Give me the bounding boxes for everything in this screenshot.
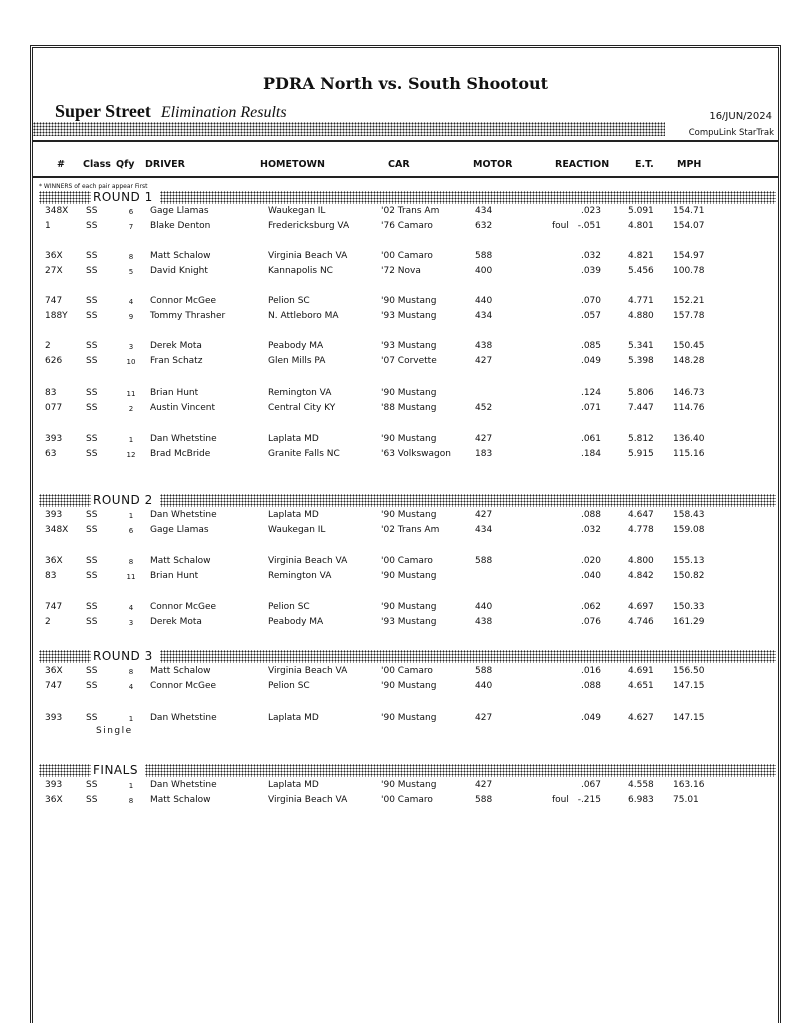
entry-class: SS	[86, 206, 98, 216]
entry-reaction: .076	[580, 617, 601, 627]
entry-class: SS	[86, 341, 98, 351]
entry-mph: 115.16	[673, 449, 705, 459]
entry-qualifier: 9	[128, 313, 134, 321]
entry-reaction: .071	[580, 403, 601, 413]
entry-number: 27X	[45, 266, 63, 276]
col-class: Class	[83, 159, 111, 170]
result-row	[33, 356, 778, 371]
entry-reaction: .023	[580, 206, 601, 216]
entry-motor: 440	[475, 602, 493, 612]
dotted-rule	[39, 650, 91, 663]
result-row	[33, 206, 778, 221]
event-title: PDRA North vs. South Shootout	[262, 74, 549, 93]
entry-et: 4.800	[628, 556, 654, 566]
result-row	[33, 666, 778, 681]
result-row	[33, 617, 778, 632]
entry-car: '00 Camaro	[381, 556, 433, 566]
entry-hometown: Granite Falls NC	[268, 449, 340, 459]
entry-reaction: .057	[580, 311, 601, 321]
entry-number: 36X	[45, 795, 63, 805]
entry-et: 4.746	[628, 617, 654, 627]
entry-mph: 150.82	[673, 571, 705, 581]
entry-qualifier: 1	[128, 715, 134, 723]
entry-number: 747	[45, 296, 63, 306]
dotted-rule	[160, 191, 776, 204]
entry-driver: Brian Hunt	[150, 388, 199, 398]
entry-number: 188Y	[45, 311, 68, 321]
entry-driver: Tommy Thrasher	[150, 311, 226, 321]
entry-reaction: .061	[580, 434, 601, 444]
entry-reaction: -.051	[577, 221, 601, 231]
entry-driver: Fran Schatz	[150, 356, 203, 366]
entry-mph: 114.76	[673, 403, 705, 413]
entry-motor: 427	[475, 434, 493, 444]
entry-motor: 434	[475, 206, 493, 216]
entry-reaction: .070	[580, 296, 601, 306]
entry-hometown: Laplata MD	[268, 713, 319, 723]
entry-class: SS	[86, 556, 98, 566]
entry-motor: 452	[475, 403, 493, 413]
entry-motor: 434	[475, 311, 493, 321]
entry-et: 4.842	[628, 571, 654, 581]
entry-class: SS	[86, 221, 98, 231]
entry-mph: 148.28	[673, 356, 705, 366]
entry-mph: 158.43	[673, 510, 705, 520]
entry-driver: Dan Whetstine	[150, 510, 217, 520]
class-heading	[55, 101, 287, 122]
entry-reaction: .040	[580, 571, 601, 581]
entry-driver: Brad McBride	[150, 449, 211, 459]
entry-driver: Dan Whetstine	[150, 780, 217, 790]
entry-class: SS	[86, 795, 98, 805]
entry-driver: Blake Denton	[150, 221, 211, 231]
entry-number: 393	[45, 713, 63, 723]
entry-qualifier: 12	[126, 451, 136, 459]
entry-driver: Brian Hunt	[150, 571, 199, 581]
entry-qualifier: 10	[126, 358, 136, 366]
entry-motor: 183	[475, 449, 493, 459]
entry-number: 393	[45, 510, 63, 520]
entry-car: '88 Mustang	[381, 403, 437, 413]
entry-et: 5.398	[628, 356, 654, 366]
entry-mph: 147.15	[673, 713, 705, 723]
entry-number: 83	[45, 388, 57, 398]
entry-mph: 163.16	[673, 780, 705, 790]
entry-driver: David Knight	[150, 266, 208, 276]
entry-qualifier: 8	[128, 253, 134, 261]
entry-mph: 157.78	[673, 311, 705, 321]
entry-qualifier: 7	[128, 223, 134, 231]
entry-mph: 154.07	[673, 221, 705, 231]
entry-class: SS	[86, 296, 98, 306]
entry-motor: 588	[475, 666, 493, 676]
entry-class: SS	[86, 251, 98, 261]
entry-qualifier: 8	[128, 668, 134, 676]
entry-foul: foul	[552, 795, 569, 805]
entry-hometown: Central City KY	[268, 403, 336, 413]
entry-mph: 146.73	[673, 388, 705, 398]
header-divider-bottom	[33, 176, 778, 178]
entry-et: 5.812	[628, 434, 654, 444]
entry-car: '90 Mustang	[381, 434, 437, 444]
entry-qualifier: 1	[128, 436, 134, 444]
entry-reaction: .049	[580, 713, 601, 723]
result-row	[33, 510, 778, 525]
entry-qualifier: 6	[128, 208, 134, 216]
entry-hometown: Virginia Beach VA	[268, 666, 348, 676]
entry-et: 5.091	[628, 206, 654, 216]
entry-car: '90 Mustang	[381, 388, 437, 398]
round-label: ROUND 3	[93, 649, 156, 663]
entry-car: '93 Mustang	[381, 311, 437, 321]
entry-mph: 152.21	[673, 296, 705, 306]
entry-car: '76 Camaro	[381, 221, 433, 231]
entry-et: 4.771	[628, 296, 654, 306]
entry-reaction: .124	[580, 388, 601, 398]
entry-number: 393	[45, 780, 63, 790]
entry-hometown: Waukegan IL	[268, 206, 326, 216]
entry-car: '90 Mustang	[381, 602, 437, 612]
result-row	[33, 713, 778, 728]
entry-mph: 154.71	[673, 206, 705, 216]
entry-number: 83	[45, 571, 57, 581]
result-row	[33, 266, 778, 281]
entry-mph: 156.50	[673, 666, 705, 676]
entry-qualifier: 4	[128, 683, 134, 691]
entry-et: 5.806	[628, 388, 654, 398]
entry-number: 1	[45, 221, 51, 231]
entry-driver: Dan Whetstine	[150, 713, 217, 723]
result-row	[33, 571, 778, 586]
entry-hometown: Virginia Beach VA	[268, 556, 348, 566]
single-run-label: Single	[96, 726, 133, 736]
result-row	[33, 296, 778, 311]
dotted-rule	[160, 494, 776, 507]
result-row	[33, 388, 778, 403]
round-header	[33, 191, 778, 204]
entry-et: 4.778	[628, 525, 654, 535]
entry-number: 747	[45, 602, 63, 612]
dotted-rule	[39, 764, 91, 777]
entry-driver: Matt Schalow	[150, 251, 211, 261]
entry-et: 4.880	[628, 311, 654, 321]
col-motor: MOTOR	[473, 159, 513, 170]
entry-hometown: Remington VA	[268, 388, 332, 398]
entry-hometown: Peabody MA	[268, 617, 324, 627]
class-name: Super Street	[55, 101, 151, 121]
entry-qualifier: 4	[128, 604, 134, 612]
entry-mph: 75.01	[673, 795, 699, 805]
entry-hometown: Glen Mills PA	[268, 356, 326, 366]
entry-reaction: .184	[580, 449, 601, 459]
entry-hometown: Pelion SC	[268, 296, 310, 306]
entry-car: '00 Camaro	[381, 795, 433, 805]
entry-foul: foul	[552, 221, 569, 231]
entry-et: 4.697	[628, 602, 654, 612]
entry-motor: 427	[475, 780, 493, 790]
entry-motor: 632	[475, 221, 493, 231]
entry-car: '02 Trans Am	[381, 206, 440, 216]
entry-et: 5.341	[628, 341, 654, 351]
entry-motor: 427	[475, 510, 493, 520]
entry-driver: Gage Llamas	[150, 525, 209, 535]
dotted-rule	[145, 764, 776, 777]
entry-mph: 147.15	[673, 681, 705, 691]
col-driver: DRIVER	[145, 159, 185, 170]
entry-car: '93 Mustang	[381, 341, 437, 351]
entry-hometown: Kannapolis NC	[268, 266, 333, 276]
entry-motor: 434	[475, 525, 493, 535]
dotted-rule	[33, 122, 665, 136]
entry-hometown: Peabody MA	[268, 341, 324, 351]
entry-driver: Connor McGee	[150, 602, 217, 612]
result-row	[33, 251, 778, 266]
dotted-rule	[39, 191, 91, 204]
winners-note: * WINNERS of each pair appear First	[39, 183, 148, 190]
entry-hometown: Virginia Beach VA	[268, 251, 348, 261]
entry-et: 4.691	[628, 666, 654, 676]
entry-reaction: .049	[580, 356, 601, 366]
entry-car: '63 Volkswagon	[381, 449, 451, 459]
entry-hometown: Fredericksburg VA	[268, 221, 350, 231]
entry-et: 4.801	[628, 221, 654, 231]
entry-motor: 588	[475, 795, 493, 805]
entry-et: 5.915	[628, 449, 654, 459]
entry-motor: 440	[475, 296, 493, 306]
entry-reaction: .062	[580, 602, 601, 612]
entry-mph: 159.08	[673, 525, 705, 535]
result-row	[33, 311, 778, 326]
entry-class: SS	[86, 713, 98, 723]
entry-motor: 588	[475, 251, 493, 261]
entry-hometown: Pelion SC	[268, 681, 310, 691]
col-num: #	[57, 159, 65, 170]
entry-number: 63	[45, 449, 57, 459]
result-row	[33, 449, 778, 464]
entry-et: 4.647	[628, 510, 654, 520]
entry-reaction: .020	[580, 556, 601, 566]
entry-motor: 438	[475, 617, 493, 627]
entry-qualifier: 11	[126, 573, 136, 581]
entry-reaction: -.215	[577, 795, 601, 805]
entry-et: 4.821	[628, 251, 654, 261]
entry-car: '90 Mustang	[381, 510, 437, 520]
entry-mph: 100.78	[673, 266, 705, 276]
entry-hometown: Pelion SC	[268, 602, 310, 612]
entry-class: SS	[86, 434, 98, 444]
entry-et: 4.627	[628, 713, 654, 723]
entry-qualifier: 5	[128, 268, 134, 276]
entry-class: SS	[86, 681, 98, 691]
entry-number: 36X	[45, 556, 63, 566]
entry-number: 36X	[45, 666, 63, 676]
entry-et: 4.651	[628, 681, 654, 691]
round-header	[33, 764, 778, 777]
entry-class: SS	[86, 356, 98, 366]
col-car: CAR	[388, 159, 410, 170]
entry-driver: Austin Vincent	[150, 403, 216, 413]
entry-car: '90 Mustang	[381, 681, 437, 691]
entry-car: '90 Mustang	[381, 296, 437, 306]
round-label: ROUND 2	[93, 493, 156, 507]
entry-qualifier: 4	[128, 298, 134, 306]
entry-class: SS	[86, 617, 98, 627]
report-date: 16/JUN/2024	[709, 111, 772, 122]
result-row	[33, 780, 778, 795]
entry-qualifier: 8	[128, 558, 134, 566]
entry-driver: Connor McGee	[150, 296, 217, 306]
dotted-rule	[160, 650, 776, 663]
entry-reaction: .088	[580, 681, 601, 691]
entry-reaction: .032	[580, 251, 601, 261]
col-et: E.T.	[635, 159, 654, 170]
entry-class: SS	[86, 449, 98, 459]
entry-et: 6.983	[628, 795, 654, 805]
entry-class: SS	[86, 780, 98, 790]
result-row	[33, 434, 778, 449]
entry-motor: 427	[475, 356, 493, 366]
dotted-rule	[39, 494, 91, 507]
entry-hometown: Laplata MD	[268, 434, 319, 444]
entry-number: 077	[45, 403, 63, 413]
entry-class: SS	[86, 388, 98, 398]
entry-qualifier: 1	[128, 782, 134, 790]
entry-qualifier: 3	[128, 619, 134, 627]
entry-qualifier: 8	[128, 797, 134, 805]
entry-driver: Dan Whetstine	[150, 434, 217, 444]
entry-driver: Matt Schalow	[150, 556, 211, 566]
col-hometown: HOMETOWN	[260, 159, 325, 170]
result-row	[33, 795, 778, 810]
result-row	[33, 556, 778, 571]
entry-mph: 150.45	[673, 341, 705, 351]
entry-class: SS	[86, 266, 98, 276]
entry-driver: Matt Schalow	[150, 795, 211, 805]
entry-class: SS	[86, 510, 98, 520]
entry-driver: Derek Mota	[150, 341, 202, 351]
entry-mph: 150.33	[673, 602, 705, 612]
entry-reaction: .039	[580, 266, 601, 276]
entry-car: '90 Mustang	[381, 780, 437, 790]
header-divider-top	[33, 140, 778, 142]
entry-mph: 155.13	[673, 556, 705, 566]
entry-car: '00 Camaro	[381, 666, 433, 676]
entry-class: SS	[86, 403, 98, 413]
result-row	[33, 221, 778, 236]
entry-driver: Derek Mota	[150, 617, 202, 627]
entry-car: '02 Trans Am	[381, 525, 440, 535]
entry-mph: 136.40	[673, 434, 705, 444]
result-row	[33, 525, 778, 540]
entry-number: 393	[45, 434, 63, 444]
entry-reaction: .067	[580, 780, 601, 790]
col-qfy: Qfy	[116, 159, 135, 170]
brand-label: CompuLink StarTrak	[688, 128, 774, 138]
entry-number: 348X	[45, 525, 69, 535]
entry-car: '00 Camaro	[381, 251, 433, 261]
col-mph: MPH	[677, 159, 702, 170]
entry-driver: Connor McGee	[150, 681, 217, 691]
entry-motor: 588	[475, 556, 493, 566]
result-row	[33, 681, 778, 696]
round-label: FINALS	[93, 763, 141, 777]
entry-reaction: .088	[580, 510, 601, 520]
entry-car: '90 Mustang	[381, 713, 437, 723]
entry-hometown: Remington VA	[268, 571, 332, 581]
entry-et: 5.456	[628, 266, 654, 276]
entry-motor: 400	[475, 266, 493, 276]
entry-number: 747	[45, 681, 63, 691]
results-sheet	[30, 45, 781, 1023]
entry-class: SS	[86, 525, 98, 535]
entry-car: '90 Mustang	[381, 571, 437, 581]
round-header	[33, 494, 778, 507]
entry-class: SS	[86, 571, 98, 581]
result-row	[33, 341, 778, 356]
entry-mph: 154.97	[673, 251, 705, 261]
entry-number: 36X	[45, 251, 63, 261]
entry-reaction: .016	[580, 666, 601, 676]
entry-et: 4.558	[628, 780, 654, 790]
entry-hometown: N. Attleboro MA	[268, 311, 339, 321]
entry-class: SS	[86, 666, 98, 676]
entry-hometown: Waukegan IL	[268, 525, 326, 535]
col-reaction: REACTION	[555, 159, 610, 170]
entry-hometown: Laplata MD	[268, 510, 319, 520]
entry-reaction: .085	[580, 341, 601, 351]
entry-qualifier: 11	[126, 390, 136, 398]
entry-car: '07 Corvette	[381, 356, 437, 366]
entry-class: SS	[86, 602, 98, 612]
entry-qualifier: 1	[128, 512, 134, 520]
entry-number: 2	[45, 341, 51, 351]
entry-driver: Matt Schalow	[150, 666, 211, 676]
entry-motor: 427	[475, 713, 493, 723]
entry-motor: 438	[475, 341, 493, 351]
entry-car: '72 Nova	[381, 266, 421, 276]
entry-qualifier: 3	[128, 343, 134, 351]
entry-reaction: .032	[580, 525, 601, 535]
result-row	[33, 602, 778, 617]
entry-et: 7.447	[628, 403, 654, 413]
entry-qualifier: 6	[128, 527, 134, 535]
report-type: Elimination Results	[160, 104, 287, 121]
entry-qualifier: 2	[128, 405, 134, 413]
round-label: ROUND 1	[93, 190, 156, 204]
entry-car: '93 Mustang	[381, 617, 437, 627]
entry-number: 348X	[45, 206, 69, 216]
round-header	[33, 650, 778, 663]
entry-mph: 161.29	[673, 617, 705, 627]
result-row	[33, 403, 778, 418]
entry-driver: Gage Llamas	[150, 206, 209, 216]
entry-motor: 440	[475, 681, 493, 691]
entry-class: SS	[86, 311, 98, 321]
entry-hometown: Laplata MD	[268, 780, 319, 790]
entry-number: 2	[45, 617, 51, 627]
entry-hometown: Virginia Beach VA	[268, 795, 348, 805]
entry-number: 626	[45, 356, 63, 366]
